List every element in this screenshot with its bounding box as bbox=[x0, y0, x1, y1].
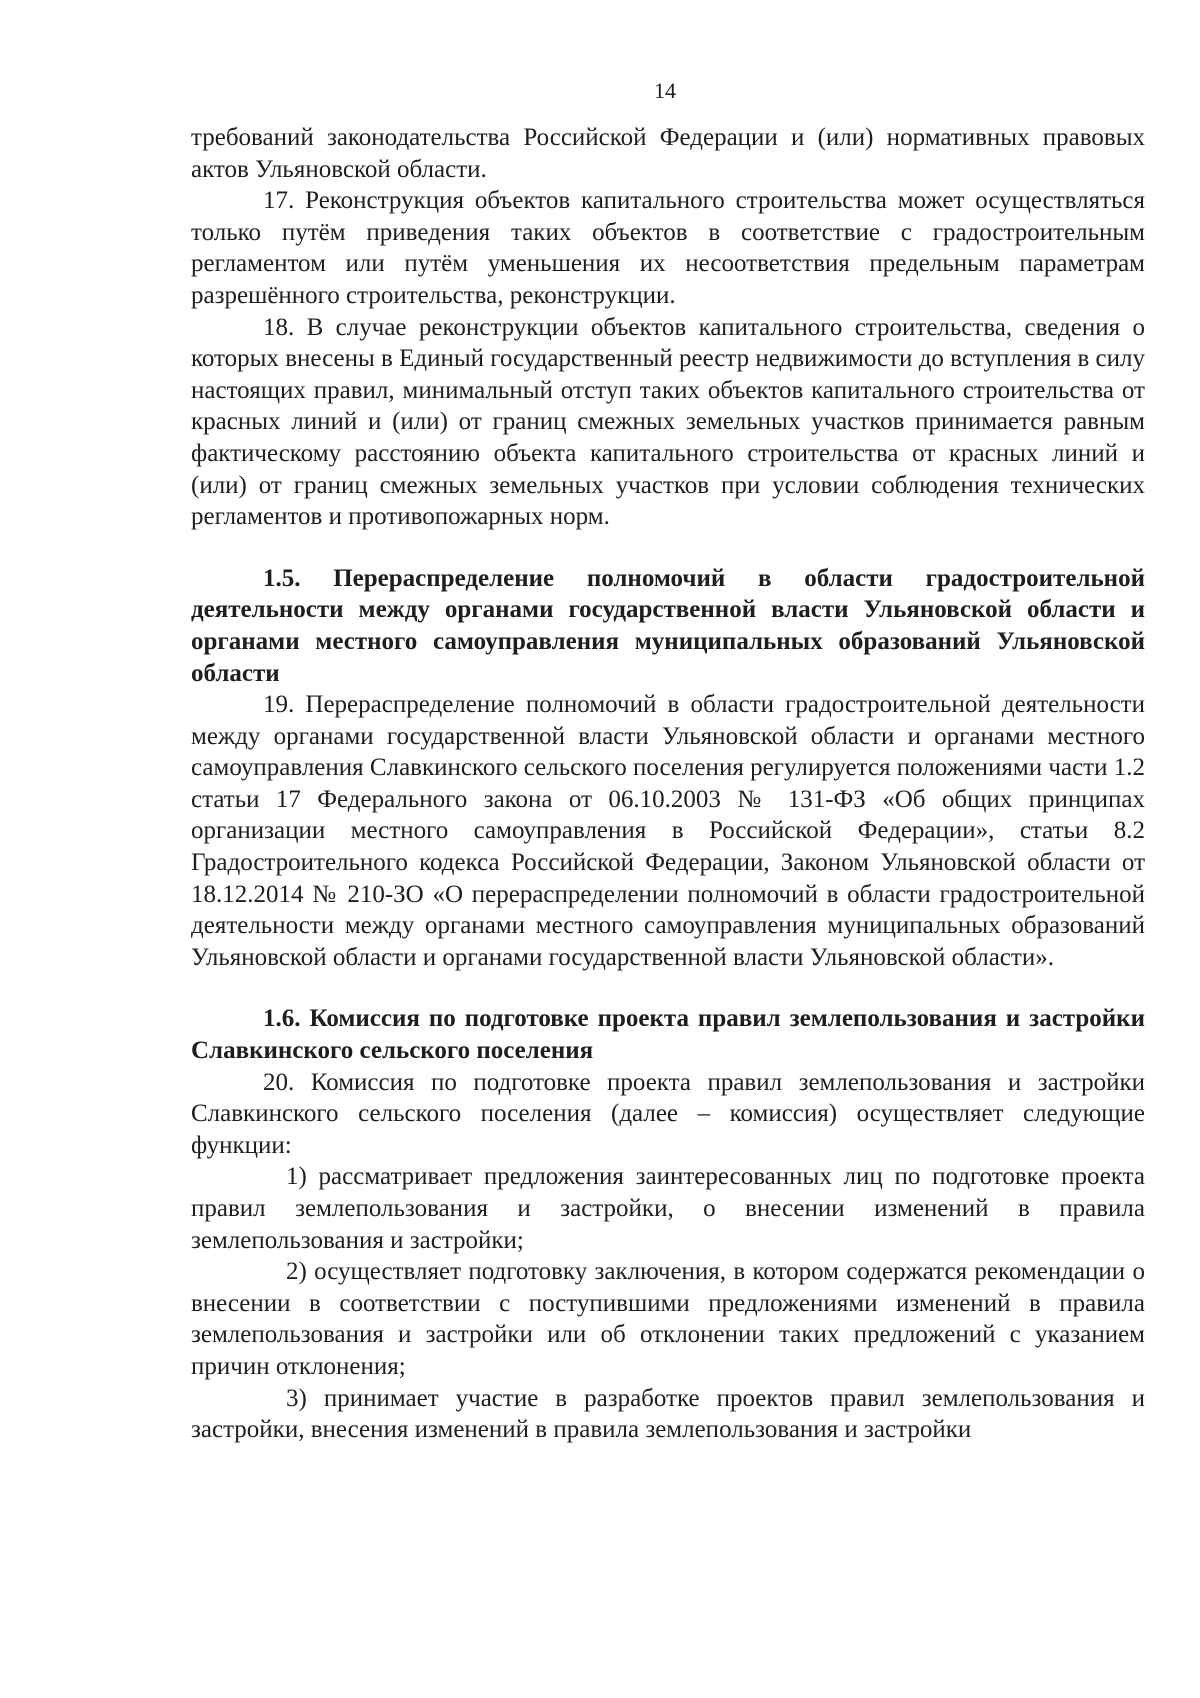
list-item-3: 3) принимает участие в разработке проектов правил землепользования и застройки, внесения изменений в правила землепользования и застройки bbox=[191, 1384, 1145, 1444]
list-item-1: 1) рассматривает предложения заинтересованных лиц по подготовке проекта правил землепользования и застройки, о внесении изменений в правила землепользования и застройки; bbox=[191, 1163, 1145, 1254]
section-heading-1-6: 1.6. Комиссия по подготовке проекта правил землепользования и застройки Славкинского сельского поселения bbox=[191, 1005, 1145, 1065]
paragraph-17: 17. Реконструкция объектов капитального строительства может осуществляться только путём приведения таких объектов в соответствие с градостроительным регламентом или путём уменьшения их несоответствия предельным параметрам разрешённого строительства, реконструкции. bbox=[191, 187, 1145, 309]
section-heading-1-5: 1.5. Перераспределение полномочий в области градостроительной деятельности между органами государственной власти Ульяновской области и органами местного самоуправления муниципальных образований Ульяновской области bbox=[191, 564, 1145, 687]
document-body bbox=[191, 122, 1145, 1446]
page-number: 14 bbox=[654, 78, 676, 103]
paragraph-19: 19. Перераспределение полномочий в области градостроительной деятельности между органами государственной власти Ульяновской области и органами местного самоуправления Славкинского сельского поселения регулируется положениями части 1.2 статьи 17 Федерального закона от 06.10.2003 № 131-ФЗ «Об общих принципах организации местного самоуправления в Российской Федерации», статьи 8.2 Градостроительного кодекса Российской Федерации, Законом Ульяновской области от 18.12.2014 № 210-ЗО «О перераспределении полномочий в области градостроительной деятельности между органами местного самоуправления муниципальных образований Ульяновской области и органами государственной власти Ульяновской области». bbox=[191, 691, 1145, 971]
paragraph-18: 18. В случае реконструкции объектов капитального строительства, сведения о которых внесены в Единый государственный реестр недвижимости до вступления в силу настоящих правил, минимальный отступ таких объектов капитального строительства от красных линий и (или) от границ смежных земельных участков принимается равным фактическому расстоянию объекта капитального строительства от красных линий и (или) от границ смежных земельных участков при условии соблюдения технических регламентов и противопожарных норм. bbox=[191, 313, 1145, 531]
paragraph-20: 20. Комиссия по подготовке проекта правил землепользования и застройки Славкинского сельского поселения (далее – комиссия) осуществляет следующие функции: bbox=[191, 1068, 1145, 1159]
list-item-2: 2) осуществляет подготовку заключения, в котором содержатся рекомендации о внесении в соответствии с поступившими предложениями изменений в правила землепользования и застройки или об отклонении таких предложений с указанием причин отклонения; bbox=[191, 1258, 1145, 1380]
paragraph-continuation: требований законодательства Российской Федерации и (или) нормативных правовых актов Ульяновской области. bbox=[191, 124, 1145, 183]
